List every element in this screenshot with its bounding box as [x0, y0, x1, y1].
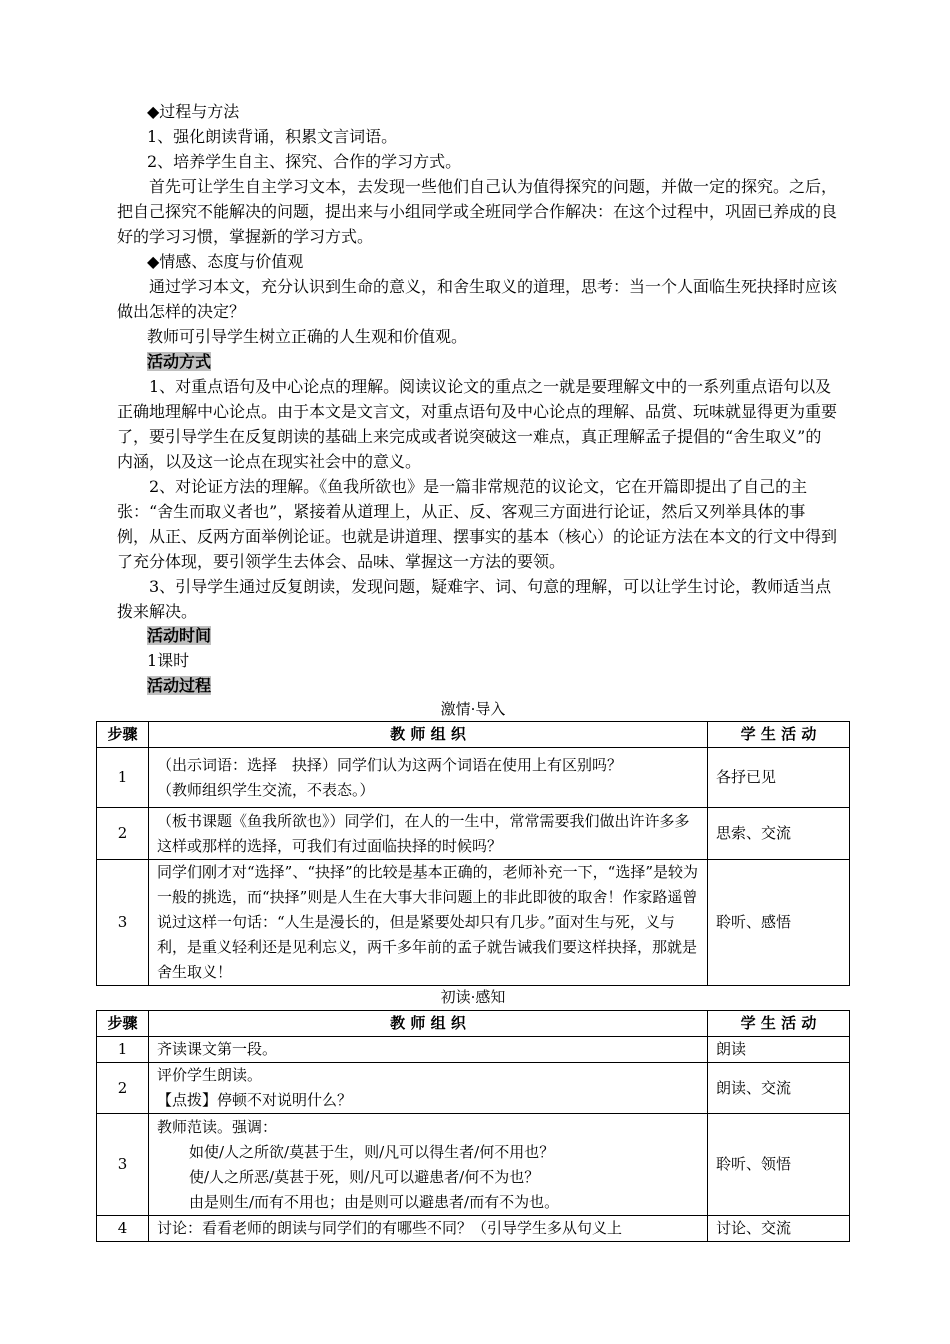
teacher-text: （教师组织学生交流，不表态。） — [157, 780, 375, 799]
step-number: 2 — [97, 1063, 149, 1114]
activity-process-heading: 活动过程 — [147, 676, 212, 695]
process-item-2: 2、培养学生自主、探究、合作的学习方式。 — [147, 152, 462, 171]
step-number: 4 — [97, 1216, 149, 1242]
teacher-text: （板书课题《鱼我所欲也》）同学们，在人的一生中，常常需要我们做出许许多多这样或那样的选择，可我们有过面临抉择的时候吗？ — [149, 808, 708, 860]
teacher-text: 由是则生/而有不用也；由是则可以避患者/而有不为也。 — [189, 1192, 560, 1211]
table-row — [97, 1063, 850, 1114]
table1-header-student: 学 生 活 动 — [708, 722, 850, 748]
activity-mode-heading: 活动方式 — [147, 352, 212, 371]
student-activity: 朗读 — [708, 1037, 850, 1063]
process-paragraph: 首先可让学生自主学习文本，去发现一些他们自己认为值得探究的问题，并做一定的探究。之后，把自己探究不能解决的问题，提出来与小组同学或全班同学合作解决：在这个过程中，巩固已养成的良好的学习习惯，掌握新的学习方式。 — [117, 177, 838, 246]
teacher-text: （出示词语：选择 抉择）同学们认为这两个词语在使用上有区别吗？ — [157, 755, 623, 774]
student-activity: 聆听、感悟 — [708, 860, 850, 986]
intro-table — [96, 721, 850, 986]
teacher-text: 讨论：看看老师的朗读与同学们的有哪些不同？（引导学生多从句义上 — [149, 1216, 708, 1242]
activity-mode-item-3: 3、引导学生通过反复朗读，发现问题，疑难字、词、句意的理解，可以让学生讨论，教师适当点拨来解决。 — [117, 577, 832, 621]
emotion-paragraph-1: 通过学习本文，充分认识到生命的意义，和舍生取义的道理，思考：当一个人面临生死抉择时应该做出怎样的决定？ — [117, 277, 838, 321]
teacher-text: 【点拨】停顿不对说明什么？ — [157, 1091, 353, 1109]
step-number: 2 — [97, 808, 149, 860]
table1-header-teacher: 教 师 组 织 — [149, 722, 708, 748]
emotion-paragraph-2: 教师可引导学生树立正确的人生观和价值观。 — [147, 327, 468, 346]
table-row — [97, 1216, 850, 1242]
step-number: 1 — [97, 1037, 149, 1063]
student-activity: 讨论、交流 — [708, 1216, 850, 1242]
teacher-text: 同学们刚才对“选择”、“抉择”的比较是基本正确的，老师补充一下，“选择”是较为一般的挑选，而“抉择”则是人生在大事大非问题上的非此即彼的取舍！作家路遥曾说过这样一句话：“人生是漫长的，但是紧要处却只有几步。”面对生与死，义与利，是重义轻利还是见利忘义，两千多年前的孟子就告诫我们要这样抉择，那就是舍生取义！ — [149, 860, 708, 986]
table-row — [97, 748, 850, 808]
step-number: 3 — [97, 1114, 149, 1216]
activity-mode-item-2: 2、对论证方法的理解。《鱼我所欲也》是一篇非常规范的议论文，它在开篇即提出了自己的主张：“舍生而取义者也”，紧接着从道理上，从正、反、客观三方面进行论证，然后又列举具体的事例，从正、反两方面举例论证。也就是讲道理、摆事实的基本（核心）的论证方法在本文的行文中得到了充分体现，要引领学生去体会、品味、掌握这一方法的要领。 — [117, 477, 838, 571]
student-activity: 思索、交流 — [708, 808, 850, 860]
reading-table — [96, 1010, 850, 1242]
student-activity: 各抒已见 — [708, 748, 850, 808]
table2-header-teacher: 教 师 组 织 — [149, 1011, 708, 1037]
activity-time-value: 1课时 — [147, 651, 190, 670]
step-number: 1 — [97, 748, 149, 808]
table1-caption: 激情·导入 — [440, 700, 506, 718]
teacher-text: 齐读课文第一段。 — [149, 1037, 708, 1063]
teacher-text: 教师范读。强调： — [157, 1117, 278, 1136]
table-row — [97, 1037, 850, 1063]
teacher-text: 使/人之所恶/莫甚于死，则/凡可以避患者/何不为也？ — [189, 1167, 540, 1186]
step-number: 3 — [97, 860, 149, 986]
table-row — [97, 808, 850, 860]
process-heading: ◆过程与方法 — [147, 102, 240, 121]
emotion-heading: ◆情感、态度与价值观 — [147, 252, 304, 271]
activity-mode-item-1: 1、对重点语句及中心论点的理解。阅读议论文的重点之一就是要理解文中的一系列重点语句以及正确地理解中心论点。由于本文是文言文，对重点语句及中心论点的理解、品赏、玩味就显得更为重要了，要引导学生在反复朗读的基础上来完成或者说突破这一难点，真正理解孟子提倡的“舍生取义”的内涵，以及这一论点在现实社会中的意义。 — [117, 377, 838, 471]
teacher-text: 评价学生朗读。 — [157, 1066, 263, 1084]
table2-header-step: 步骤 — [97, 1011, 149, 1037]
process-item-1: 1、强化朗读背诵，积累文言词语。 — [147, 127, 398, 146]
student-activity: 朗读、交流 — [708, 1063, 850, 1114]
table1-header-step: 步骤 — [97, 722, 149, 748]
activity-time-heading: 活动时间 — [147, 626, 212, 645]
table-row — [97, 1114, 850, 1216]
table-row — [97, 860, 850, 986]
student-activity: 聆听、领悟 — [708, 1114, 850, 1216]
teacher-text: 如使/人之所欲/莫甚于生，则/凡可以得生者/何不用也？ — [189, 1142, 555, 1161]
table2-header-student: 学 生 活 动 — [708, 1011, 850, 1037]
table2-caption: 初读·感知 — [440, 988, 506, 1006]
